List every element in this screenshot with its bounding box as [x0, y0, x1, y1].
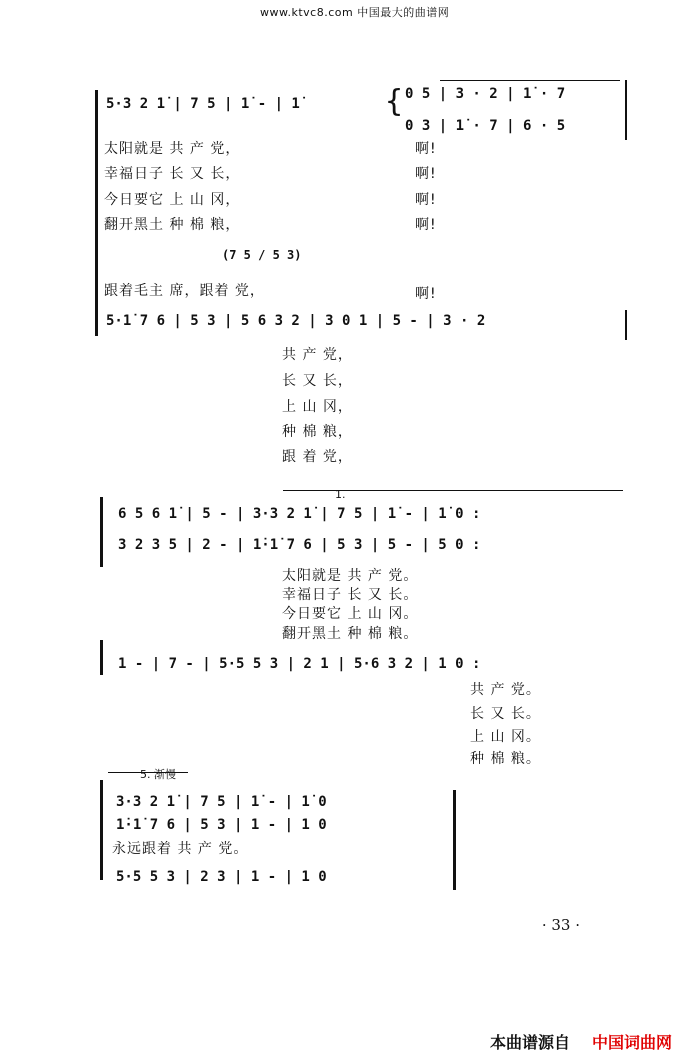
lyric-line-2: 幸福日子 长 又 长，: [104, 166, 241, 182]
voice-1: 3·3 2 1̇ | 7 5 | 1̇ - | 1̇ 0: [116, 794, 327, 810]
voice-2: 3 2 3 5 | 2 - | 1̇·1̇ 7 6 | 5 3 | 5 - | 5 0 :: [118, 537, 481, 553]
lower-lyric-4: 种 棉 粮，: [282, 424, 353, 440]
source-label: 本曲谱源自: [490, 1033, 571, 1052]
volta-label: 1.: [335, 488, 346, 501]
barline: [625, 80, 627, 140]
site-header: www.ktvc8.com 中国最大的曲谱网: [260, 6, 450, 19]
voice-1: 6 5 6 1̇ | 5 - | 3·3 2 1̇ | 7 5 | 1̇ - | 1̇ 0 :: [118, 506, 481, 522]
lyric-line-2: 幸福日子 长 又 长。: [282, 587, 419, 603]
lower-lyric-1: 共 产 党。: [470, 682, 541, 698]
lyric-line-3: 今日要它 上 山 冈。: [282, 606, 419, 622]
voice-3: 5·5 5 3 | 2 3 | 1 - | 1 0: [116, 869, 327, 885]
alt-notes: (7 5 / 5 3): [222, 248, 302, 262]
top-line: [440, 80, 620, 81]
lower-lyric-3: 上 山 冈。: [470, 729, 541, 745]
lyric-ah-1: 啊!: [415, 141, 437, 157]
page-number: · 33 ·: [541, 916, 580, 934]
melody-upper: 5·3 2 1̇ | 7 5 | 1̇ - | 1̇: [106, 96, 300, 112]
lyric-ah-5: 啊!: [415, 286, 437, 302]
lower-lyric-1: 共 产 党，: [282, 347, 353, 363]
lyric-line-4: 翻开黑土 种 棉 粮。: [282, 626, 419, 642]
lyric-line: 永远跟着 共 产 党。: [112, 841, 249, 857]
lyric-ah-4: 啊!: [415, 217, 437, 233]
brace-voice-upper: 0 5 | 3 · 2 | 1̇ · 7: [405, 86, 566, 102]
lower-lyric-2: 长 又 长，: [282, 373, 353, 389]
lower-lyric-2: 长 又 长。: [470, 706, 541, 722]
source-site[interactable]: 中国词曲网: [592, 1033, 673, 1052]
final-barline: [453, 790, 456, 890]
melody-lower: 5·1̇ 7 6 | 5 3 | 5 6 3 2 | 3 0 1 | 5 - | 3 · 2: [106, 313, 486, 329]
voice-3: 1 - | 7 - | 5·5 5 3 | 2 1 | 5·6 3 2 | 1 0 :: [118, 656, 481, 672]
lyric-ah-3: 啊!: [415, 192, 437, 208]
lower-lyric-3: 上 山 冈，: [282, 399, 353, 415]
lyric-line-5: 跟着毛主 席，跟着 党，: [104, 283, 265, 299]
voice-2: 1̇·1̇ 7 6 | 5 3 | 1 - | 1 0: [116, 817, 327, 833]
volta-line: [283, 490, 623, 491]
lyric-line-1: 太阳就是 共 产 党。: [282, 568, 419, 584]
lyric-line-3: 今日要它 上 山 冈，: [104, 192, 241, 208]
system-bracket: [100, 497, 103, 567]
brace-voice-lower: 0 3 | 1̇ · 7 | 6 · 5: [405, 118, 566, 134]
lower-lyric-4: 种 棉 粮。: [470, 751, 541, 767]
lower-lyric-5: 跟 着 党，: [282, 449, 353, 465]
system-bracket: [95, 90, 98, 336]
lyric-line-1: 太阳就是 共 产 党，: [104, 141, 241, 157]
barline: [625, 310, 627, 340]
system-bracket: [100, 640, 103, 675]
volta-label: 5. 渐慢: [140, 768, 176, 781]
lyric-ah-2: 啊!: [415, 166, 437, 182]
brace: {: [385, 84, 404, 119]
system-bracket: [100, 780, 103, 880]
lyric-line-4: 翻开黑土 种 棉 粮，: [104, 217, 241, 233]
